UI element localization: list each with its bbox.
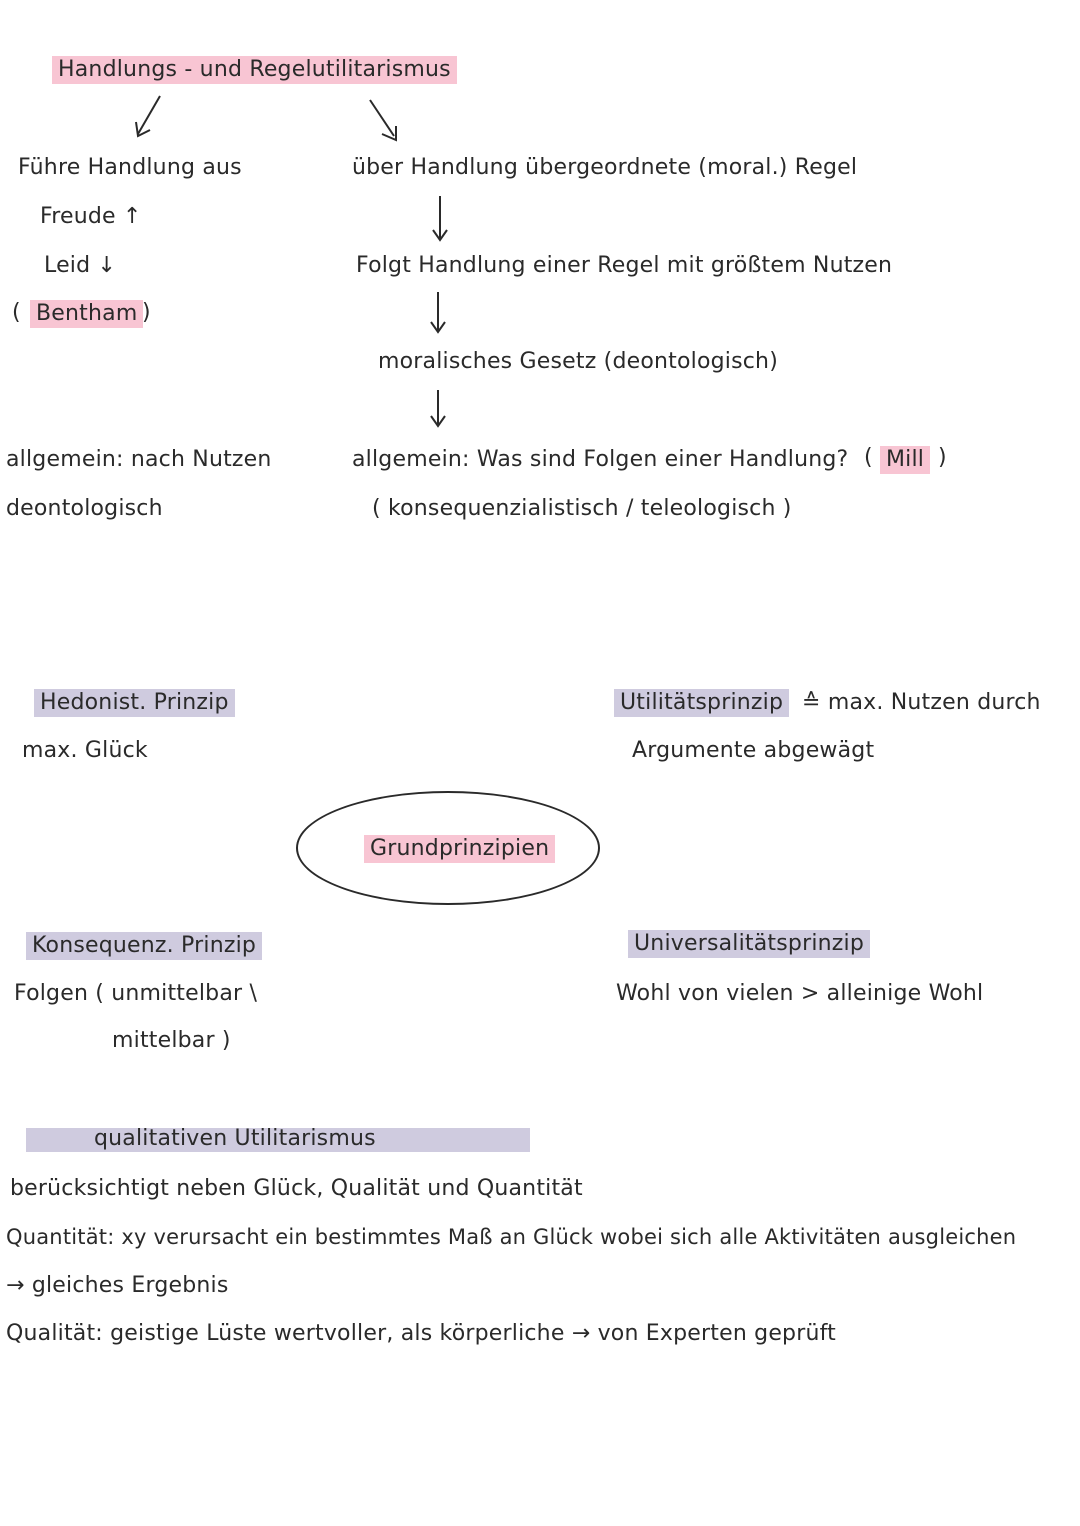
consequence-principle-text-2: mittelbar ) bbox=[112, 1028, 231, 1053]
left-freude: Freude ↑ bbox=[40, 204, 142, 229]
left-author-bentham: Bentham bbox=[30, 300, 143, 328]
right-general-1: allgemein: Was sind Folgen einer Handlung? bbox=[352, 447, 849, 472]
qualitative-line-1: berücksichtigt neben Glück, Qualität und Quantität bbox=[10, 1176, 583, 1201]
right-author-open: ( bbox=[864, 445, 873, 470]
universality-principle-text: Wohl von vielen > alleinige Wohl bbox=[616, 981, 984, 1006]
right-line-1: über Handlung übergeordnete (moral.) Regel bbox=[352, 155, 858, 180]
left-leid: Leid ↓ bbox=[44, 253, 117, 278]
right-general-2: ( konsequenzialistisch / teleologisch ) bbox=[372, 496, 792, 521]
center-label: Grundprinzipien bbox=[364, 835, 555, 863]
arrow-down-icon bbox=[428, 194, 452, 244]
arrow-down-right-icon bbox=[364, 96, 404, 146]
utility-principle-text-1: ≙ max. Nutzen durch bbox=[802, 690, 1041, 715]
left-general-2: deontologisch bbox=[6, 496, 163, 521]
utility-principle-title: Utilitätsprinzip bbox=[614, 689, 789, 717]
qualitative-line-3: → gleiches Ergebnis bbox=[6, 1273, 229, 1298]
page-title: Handlungs - und Regelutilitarismus bbox=[52, 56, 457, 84]
consequence-principle-text-1: Folgen ( unmittelbar \ bbox=[14, 981, 258, 1006]
right-line-2: Folgt Handlung einer Regel mit größtem Nutzen bbox=[356, 253, 893, 278]
utility-principle-text-2: Argumente abgewägt bbox=[632, 738, 875, 763]
arrow-down-left-icon bbox=[130, 92, 170, 142]
qualitative-title: qualitativen Utilitarismus bbox=[94, 1126, 376, 1151]
left-line-1: Führe Handlung aus bbox=[18, 155, 242, 180]
right-line-3: moralisches Gesetz (deontologisch) bbox=[378, 349, 778, 374]
hedonist-principle-title: Hedonist. Prinzip bbox=[34, 689, 235, 717]
left-author-close: ) bbox=[142, 300, 151, 325]
arrow-down-icon bbox=[426, 388, 450, 430]
right-author-mill: Mill bbox=[880, 446, 930, 474]
left-author-open: ( bbox=[12, 300, 21, 325]
hedonist-principle-text: max. Glück bbox=[22, 738, 148, 763]
qualitative-line-4: Qualität: geistige Lüste wertvoller, als körperliche → von Experten geprüft bbox=[6, 1321, 836, 1346]
qualitative-line-2: Quantität: xy verursacht ein bestimmtes Maß an Glück wobei sich alle Aktivitäten ausgleichen bbox=[6, 1225, 1017, 1249]
consequence-principle-title: Konsequenz. Prinzip bbox=[26, 932, 262, 960]
right-author-close: ) bbox=[938, 445, 947, 470]
universality-principle-title: Universalitätsprinzip bbox=[628, 930, 870, 958]
left-general-1: allgemein: nach Nutzen bbox=[6, 447, 272, 472]
arrow-down-icon bbox=[426, 290, 450, 336]
